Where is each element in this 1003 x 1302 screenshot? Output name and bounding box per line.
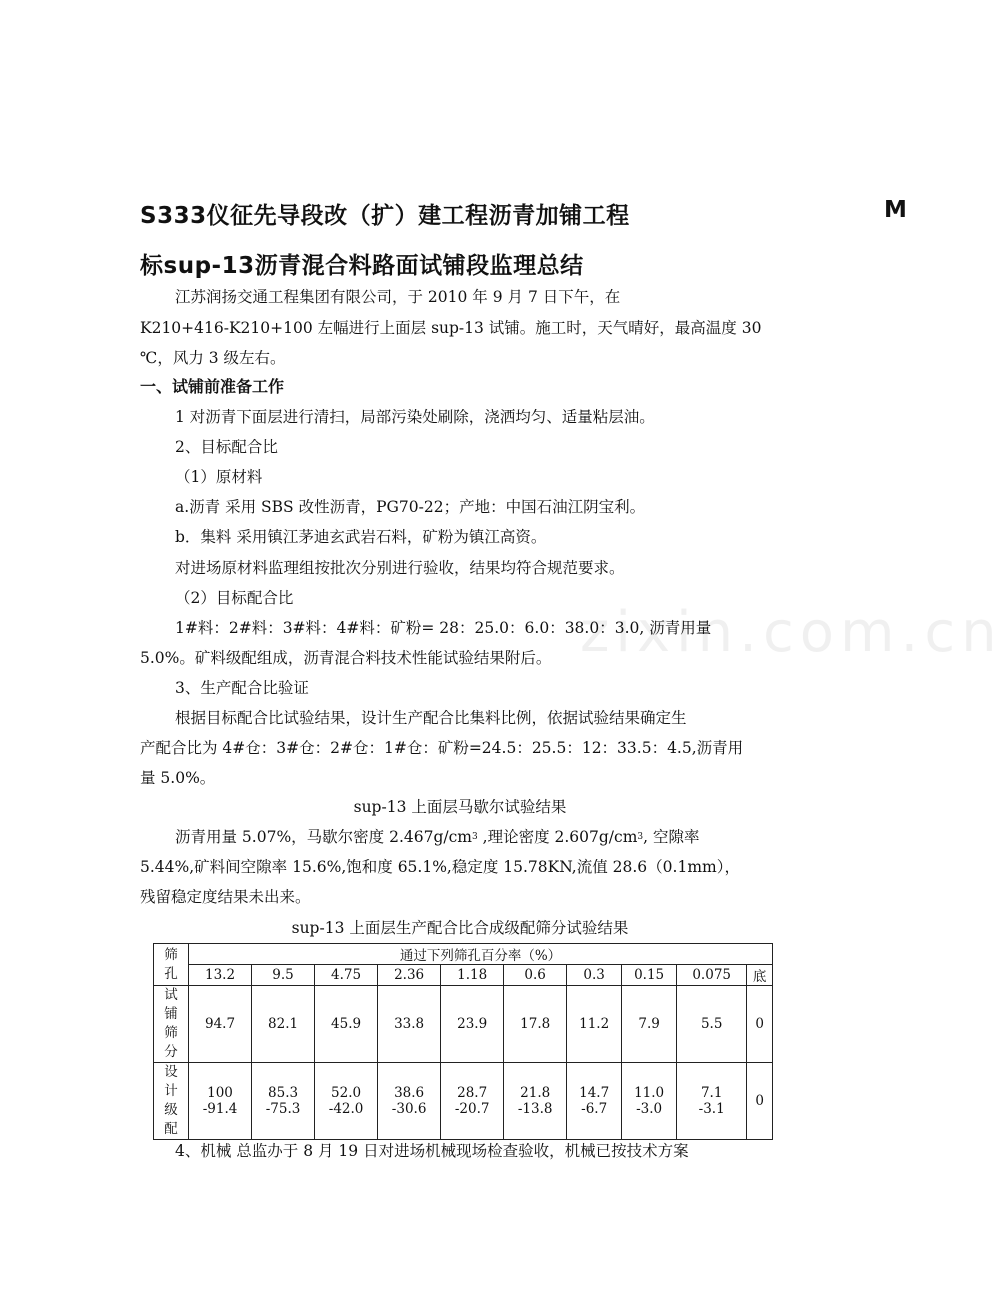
sieve-size: 2.36 [378, 965, 441, 986]
marshall-caption: sup-13 上面层马歇尔试验结果 [353, 798, 567, 816]
raw-material-heading: （1）原材料 [175, 468, 263, 486]
document-title-line1: S333仪征先导段改（扩）建工程沥青加铺工程 [140, 203, 630, 229]
target-mix-heading: （2）目标配合比 [175, 589, 294, 607]
table-cell: 0 [747, 986, 773, 1063]
table-cell: 100 -91.4 [189, 1063, 252, 1140]
row-label-trial: 试 铺 筛 分 [154, 986, 189, 1063]
watermark: zixin.com.cn [580, 600, 1003, 665]
table-cell: 38.6 -30.6 [378, 1063, 441, 1140]
section-heading-1: 一、试铺前准备工作 [140, 377, 285, 396]
prep-item-2: 2、目标配合比 [175, 438, 278, 456]
sieve-size: 1.18 [441, 965, 504, 986]
intro-line-2: K210+416-K210+100 左幅进行上面层 sup-13 试铺。施工时，天气晴好，最高温度 30 [140, 319, 762, 337]
production-line-2: 产配合比为 4#仓：3#仓：2#仓：1#仓：矿粉=24.5：25.5：12：33.5：4.5,沥青用 [140, 739, 744, 757]
production-line-1: 根据目标配合比试验结果，设计生产配合比集料比例，依据试验结果确定生 [175, 709, 687, 727]
table-cell: 21.8 -13.8 [504, 1063, 567, 1140]
sieve-size: 0.075 [677, 965, 747, 986]
table-cell: 94.7 [189, 986, 252, 1063]
prep-item-1: 1 对沥青下面层进行清扫，局部污染处刷除，浇洒均匀、适量粘层油。 [175, 408, 655, 426]
corner-cell: 筛 孔 [154, 944, 189, 986]
table-row-trial [154, 986, 773, 1063]
row-label-design: 设 计 级 配 [154, 1063, 189, 1140]
table-cell: 11.0 -3.0 [622, 1063, 677, 1140]
table-cell: 85.3 -75.3 [252, 1063, 315, 1140]
table-cell: 28.7 -20.7 [441, 1063, 504, 1140]
prep-item-3: 3、生产配合比验证 [175, 679, 309, 697]
acceptance-line: 对进场原材料监理组按批次分别进行验收，结果均符合规范要求。 [175, 559, 625, 577]
sieve-size: 4.75 [315, 965, 378, 986]
sieve-header-row [154, 965, 773, 986]
gradation-table [153, 943, 773, 1140]
asphalt-line: a.沥青 采用 SBS 改性沥青，PG70-22；产地：中国石油江阴宝利。 [175, 498, 646, 516]
table-cell: 82.1 [252, 986, 315, 1063]
table-caption: sup-13 上面层生产配合比合成级配筛分试验结果 [291, 919, 629, 937]
sieve-size: 底 [747, 965, 773, 986]
sieve-size: 13.2 [189, 965, 252, 986]
table-cell: 0 [747, 1063, 773, 1140]
table-cell: 14.7 -6.7 [567, 1063, 622, 1140]
target-ratio-line-2: 5.0%。矿料级配组成，沥青混合料技术性能试验结果附后。 [140, 649, 552, 667]
marshall-line-3: 残留稳定度结果未出来。 [140, 888, 311, 906]
document-title-line2: 标sup-13沥青混合料路面试铺段监理总结 [140, 253, 584, 279]
machinery-line: 4、机械 总监办于 8 月 19 日对进场机械现场检查验收，机械已按技术方案 [175, 1142, 689, 1160]
table-cell: 7.1 -3.1 [677, 1063, 747, 1140]
intro-line-3: ℃，风力 3 级左右。 [140, 349, 286, 367]
table-cell: 23.9 [441, 986, 504, 1063]
sieve-size: 0.15 [622, 965, 677, 986]
intro-line-1: 江苏润扬交通工程集团有限公司，于 2010 年 9 月 7 日下午，在 [175, 288, 621, 306]
sieve-size: 0.3 [567, 965, 622, 986]
table-cell: 7.9 [622, 986, 677, 1063]
document-title-line1-right: M [884, 197, 907, 223]
group-header: 通过下列筛孔百分率（%） [189, 944, 773, 965]
table-cell: 33.8 [378, 986, 441, 1063]
production-line-3: 量 5.0%。 [140, 769, 216, 787]
target-ratio-line-1: 1#料：2#料：3#料：4#料：矿粉= 28：25.0：6.0：38.0：3.0, 沥青用量 [175, 619, 712, 637]
aggregate-line: b．集料 采用镇江茅迪玄武岩石料，矿粉为镇江高资。 [175, 528, 547, 546]
table-cell: 52.0 -42.0 [315, 1063, 378, 1140]
table-row-design [154, 1063, 773, 1140]
table-cell: 45.9 [315, 986, 378, 1063]
table-cell: 11.2 [567, 986, 622, 1063]
table-cell: 5.5 [677, 986, 747, 1063]
sieve-size: 9.5 [252, 965, 315, 986]
marshall-line-1: 沥青用量 5.07%，马歇尔密度 $2.467g/cm^3$ ,理论密度 $2.607g/cm^3$, 空隙率 [175, 828, 700, 846]
sieve-size: 0.6 [504, 965, 567, 986]
marshall-line-2: 5.44%,矿料间空隙率 15.6%,饱和度 65.1%,稳定度 15.78KN,流值 28.6（0.1mm）， [140, 858, 740, 876]
table-cell: 17.8 [504, 986, 567, 1063]
